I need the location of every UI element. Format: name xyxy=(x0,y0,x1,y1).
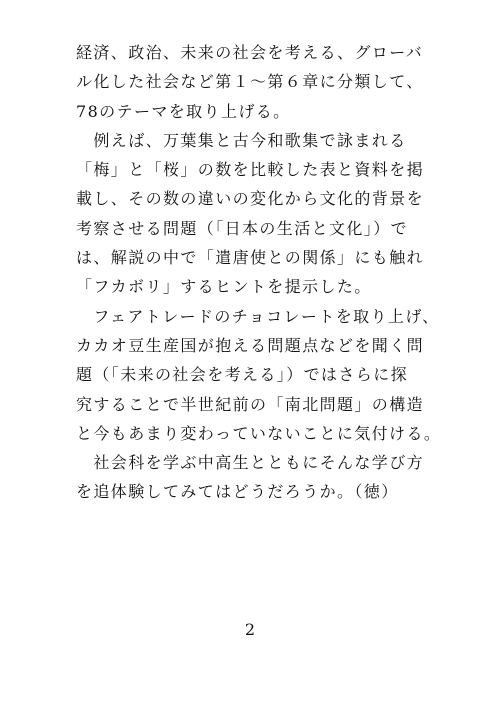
text-line: 社会科を学ぶ中高生とともにそんな学び方 xyxy=(76,453,425,473)
text-line: カカオ豆生産国が抱える問題点などを聞く問 xyxy=(76,335,425,355)
text-line: 考察させる問題（「日本の生活と文化」）で xyxy=(76,218,409,238)
text-line: 究することで半世紀前の「南北問題」の構造 xyxy=(76,394,425,414)
page-number: 2 xyxy=(244,620,256,639)
text-line: 載し、その数の違いの変化から文化的背景を xyxy=(76,189,425,209)
text-line: 「フカボリ」するヒントを提示した。 xyxy=(76,277,372,297)
text-line: フェアトレードのチョコレートを取り上げ、 xyxy=(76,306,440,326)
text-line: は、解説の中で「遣唐使との関係」にも触れ xyxy=(76,248,425,268)
text-line: 経済、政治、未来の社会を考える、グローバ xyxy=(76,43,424,62)
text-line: と今もあまり変わっていないことに気付ける。 xyxy=(76,423,442,443)
text-line: 題（「未来の社会を考える」）ではさらに探 xyxy=(76,365,409,385)
text-line: 「梅」と「桜」の数を比較した表と資料を掲 xyxy=(76,160,425,180)
text-line: ル化した社会など第１～第６章に分類して、 xyxy=(76,72,424,92)
text-line: 例えば、万葉集と古今和歌集で詠まれる xyxy=(76,130,407,150)
text-line: を追体験してみてはどうだろうか。（徳） xyxy=(76,482,399,502)
text-line: 78のテーマを取り上げる。 xyxy=(76,101,291,121)
body-text xyxy=(76,38,446,507)
